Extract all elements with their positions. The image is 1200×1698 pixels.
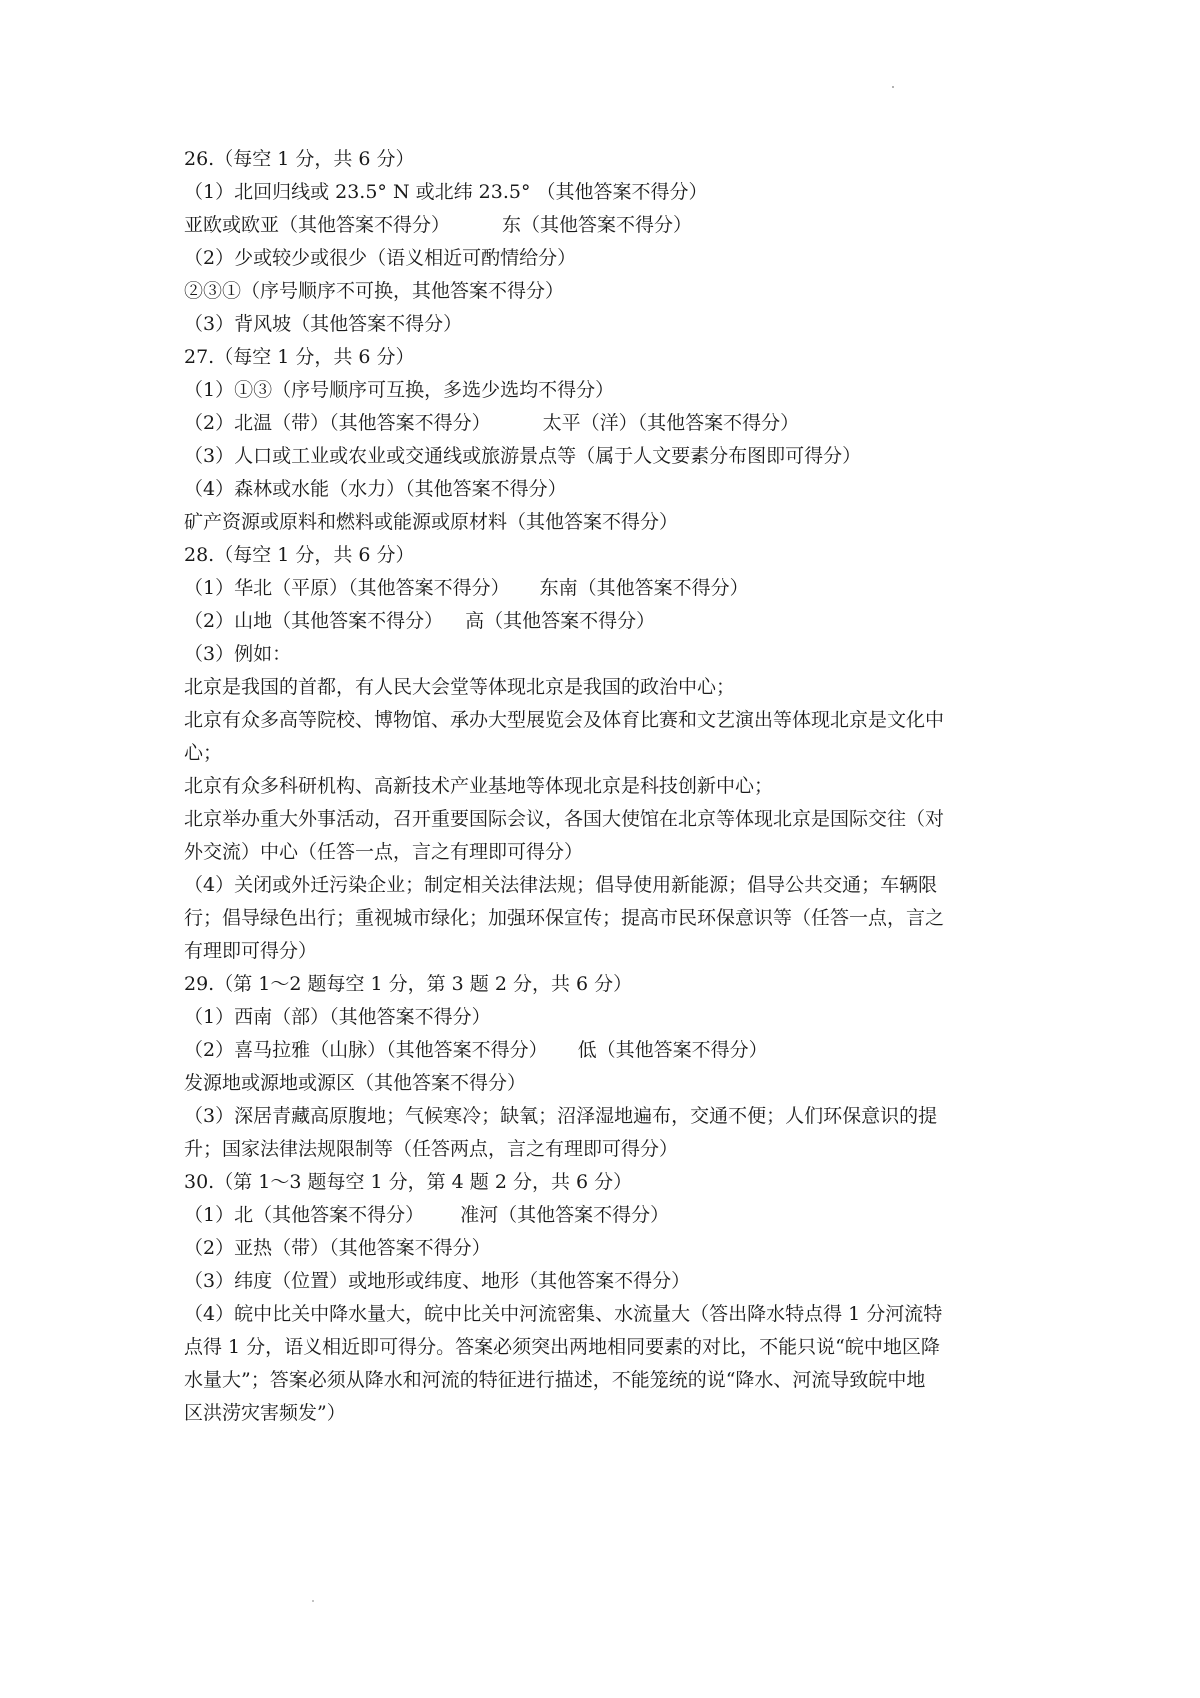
answer-key-content bbox=[184, 143, 1034, 1430]
answer-line bbox=[184, 1199, 1034, 1232]
answer-segment: 准河（其他答案不得分） bbox=[460, 1204, 670, 1226]
answer-line: （1）西南（部）（其他答案不得分） bbox=[184, 1006, 491, 1028]
answer-line: 26.（每空 1 分，共 6 分） bbox=[184, 148, 415, 170]
answer-line: 27.（每空 1 分，共 6 分） bbox=[184, 346, 415, 368]
answer-segment: 低（其他答案不得分） bbox=[577, 1039, 768, 1061]
answer-line: 发源地或源地或源区（其他答案不得分） bbox=[184, 1072, 527, 1094]
answer-line: （1）北回归线或 23.5° N 或北纬 23.5° （其他答案不得分） bbox=[184, 181, 708, 203]
answer-line: 点得 1 分，语义相近即可得分。答案必须突出两地相同要素的对比，不能只说“皖中地区降 bbox=[184, 1336, 940, 1358]
answer-line bbox=[184, 1034, 1034, 1067]
answer-line: 区洪涝灾害频发”） bbox=[184, 1402, 346, 1424]
answer-line: 矿产资源或原料和燃料或能源或原材料（其他答案不得分） bbox=[184, 511, 679, 533]
answer-segment: （2）喜马拉雅（山脉）（其他答案不得分） bbox=[184, 1039, 548, 1061]
answer-line: 有理即可得分） bbox=[184, 940, 318, 962]
answer-line: （2）亚热（带）（其他答案不得分） bbox=[184, 1237, 491, 1259]
answer-line bbox=[184, 209, 1034, 242]
answer-line: 升；国家法律法规限制等（任答两点，言之有理即可得分） bbox=[184, 1138, 679, 1160]
answer-line: ②③①（序号顺序不可换，其他答案不得分） bbox=[184, 280, 565, 302]
answer-line: 水量大”；答案必须从降水和河流的特征进行描述，不能笼统的说“降水、河流导致皖中地 bbox=[184, 1369, 926, 1391]
answer-line: 北京有众多高等院校、博物馆、承办大型展览会及体育比赛和文艺演出等体现北京是文化中 bbox=[184, 709, 945, 731]
scan-speck bbox=[892, 86, 894, 88]
answer-segment: （1）北（其他答案不得分） bbox=[184, 1204, 425, 1226]
answer-line: （3）人口或工业或农业或交通线或旅游景点等（属于人文要素分布图即可得分） bbox=[184, 445, 862, 467]
answer-line: 30.（第 1～3 题每空 1 分，第 4 题 2 分，共 6 分） bbox=[184, 1171, 633, 1193]
answer-line bbox=[184, 605, 1034, 638]
answer-line: （4）关闭或外迁污染企业；制定相关法律法规；倡导使用新能源；倡导公共交通；车辆限 bbox=[184, 874, 938, 896]
answer-line bbox=[184, 572, 1034, 605]
answer-line: （4）森林或水能（水力）（其他答案不得分） bbox=[184, 478, 567, 500]
answer-line: 外交流）中心（任答一点，言之有理即可得分） bbox=[184, 841, 584, 863]
answer-segment: 高（其他答案不得分） bbox=[465, 610, 656, 632]
answer-line: （4）皖中比关中降水量大，皖中比关中河流密集、水流量大（答出降水特点得 1 分河流特 bbox=[184, 1303, 943, 1325]
answer-segment: （2）北温（带）（其他答案不得分） bbox=[184, 412, 491, 434]
answer-line: 28.（每空 1 分，共 6 分） bbox=[184, 544, 415, 566]
answer-line: （3）背风坡（其他答案不得分） bbox=[184, 313, 463, 335]
answer-line bbox=[184, 407, 1034, 440]
answer-segment: （2）山地（其他答案不得分） bbox=[184, 610, 444, 632]
answer-segment: 亚欧或欧亚（其他答案不得分） bbox=[184, 214, 451, 236]
answer-line: （3）例如： bbox=[184, 643, 292, 665]
answer-line: （2）少或较少或很少（语义相近可酌情给分） bbox=[184, 247, 577, 269]
answer-line: 心； bbox=[184, 742, 223, 764]
answer-segment: 太平（洋）（其他答案不得分） bbox=[542, 412, 800, 434]
answer-line: 北京是我国的首都，有人民大会堂等体现北京是我国的政治中心； bbox=[184, 676, 736, 698]
answer-line: （3）纬度（位置）或地形或纬度、地形（其他答案不得分） bbox=[184, 1270, 691, 1292]
answer-segment: 东（其他答案不得分） bbox=[502, 214, 693, 236]
answer-segment: （1）华北（平原）（其他答案不得分） bbox=[184, 577, 510, 599]
answer-segment: 东南（其他答案不得分） bbox=[539, 577, 749, 599]
answer-line: （3）深居青藏高原腹地；气候寒冷；缺氧；沼泽湿地遍布，交通不便；人们环保意识的提 bbox=[184, 1105, 938, 1127]
answer-line: 29.（第 1～2 题每空 1 分，第 3 题 2 分，共 6 分） bbox=[184, 973, 633, 995]
answer-line: 行；倡导绿色出行；重视城市绿化；加强环保宣传；提高市民环保意识等（任答一点，言之 bbox=[184, 907, 945, 929]
answer-line: 北京举办重大外事活动，召开重要国际会议，各国大使馆在北京等体现北京是国际交往（对 bbox=[184, 808, 945, 830]
scan-speck bbox=[312, 1600, 314, 1602]
answer-line: 北京有众多科研机构、高新技术产业基地等体现北京是科技创新中心； bbox=[184, 775, 774, 797]
answer-line: （1）①③（序号顺序可互换，多选少选均不得分） bbox=[184, 379, 615, 401]
